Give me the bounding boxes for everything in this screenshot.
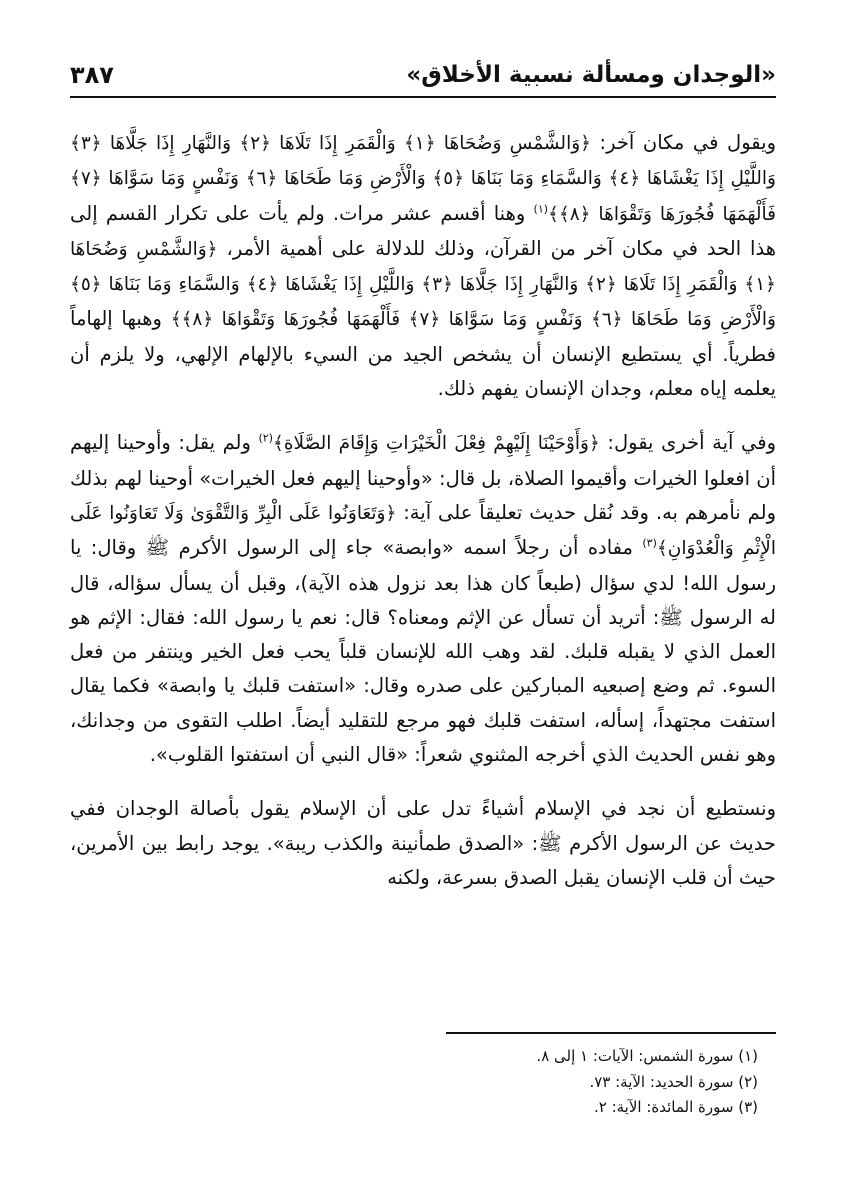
quran-verse: ﴿وَالشَّمْسِ وَضُحَاهَا ﴿١﴾ وَالْقَمَرِ إِذَا تَلَاهَا ﴿٢﴾ وَالنَّهَارِ إِذَا جَلَّاهَا ﴿٣﴾ وَاللَّيْلِ إِذَا يَغْشَاهَا ﴿٤﴾ وَالسَّمَاءِ وَمَا بَنَاهَا ﴿٥﴾ وَالْأَرْضِ وَمَا طَحَاهَا ﴿٦﴾ وَنَفْسٍ وَمَا سَوَّاهَا ﴿٧﴾ فَأَلْهَمَهَا فُجُورَهَا وَتَقْوَاهَا ﴿٨﴾﴾	[70, 238, 776, 331]
text-run: ويقول في مكان آخر:	[591, 131, 776, 154]
footnote-ref: (١)	[533, 202, 549, 216]
paragraph	[70, 792, 776, 895]
text-run: مفاده أن رجلاً اسمه «وابصة» جاء إلى الرسول الأكرم ﷺ وقال: يا رسول الله! لدي سؤال (طبعاً كان هذا بعد نزول هذه الآية)، وقبل أن يسأل سؤاله، قال له الرسول ﷺ: أتريد أن تسأل عن الإثم ومعناه؟ قال: نعم يا رسول الله: فقال: الإثم هو العمل الذي لا يقبله قلبك. لقد وهب الله للإنسان قلباً يحب فعل الخير وينتفر من فعل السوء. ثم وضع إصبعيه المباركين على صدره وقال: «استفت قلبك يا وابصة» فكما يقال استفت مجتهداً، إسأله، استفت قلبك فهو مرجع للتقليد أيضاً. اطلب التقوى من وجدانك، وهو نفس الحديث الذي أخرجه المثنوي شعراً: «قال النبي أن استفتوا القلوب».	[70, 536, 776, 767]
quran-verse: ﴿وَأَوْحَيْنَا إِلَيْهِمْ فِعْلَ الْخَيْرَاتِ وَإِقَامَ الصَّلَاةِ﴾	[273, 433, 600, 455]
body-text	[70, 126, 776, 895]
footnote-rule	[446, 1032, 776, 1034]
text-run: وفي آية أخرى يقول:	[599, 431, 776, 455]
footnote-ref: (٢)	[258, 431, 273, 445]
text-run: وهبها إلهاماً فطرياً. أي يستطيع الإنسان أن يشخص الجيد من السيء بالإلهام الإلهي، ولا يلزم أن يعلمه إياه معلم، وجدان الإنسان يفهم ذلك.	[70, 307, 776, 401]
paragraph	[70, 126, 776, 406]
text-run: وهنا أقسم عشر مرات. ولم يأت على تكرار القسم إلى هذا الحد في مكان آخر من القرآن، وذلك للدلالة على أهمية الأمر،	[70, 201, 776, 260]
quran-verse: ﴿وَالشَّمْسِ وَضُحَاهَا ﴿١﴾ وَالْقَمَرِ إِذَا تَلَاهَا ﴿٢﴾ وَالنَّهَارِ إِذَا جَلَّاهَا ﴿٣﴾ وَاللَّيْلِ إِذَا يَغْشَاهَا ﴿٤﴾ وَالسَّمَاءِ وَمَا بَنَاهَا ﴿٥﴾ وَالْأَرْضِ وَمَا طَحَاهَا ﴿٦﴾ وَنَفْسٍ وَمَا سَوَّاهَا ﴿٧﴾ فَأَلْهَمَهَا فُجُورَهَا وَتَقْوَاهَا ﴿٨﴾﴾	[70, 133, 776, 225]
running-title: «الوجدان ومسألة نسبية الأخلاق»	[406, 62, 776, 88]
quran-verse: ﴿وَتَعَاوَنُوا عَلَى الْبِرِّ وَالتَّقْوَىٰ وَلَا تَعَاوَنُوا عَلَى الْإِثْمِ وَالْعُدْوَانِ﴾	[70, 502, 776, 560]
header-rule	[70, 96, 776, 98]
paragraph	[70, 426, 776, 772]
page-number: ٣٨٧	[70, 61, 114, 89]
footnotes	[70, 1044, 758, 1121]
text-run: ونستطيع أن نجد في الإسلام أشياءً تدل على أن الإسلام يقول بأصالة الوجدان ففي حديث عن الرسول الأكرم ﷺ: «الصدق طمأنينة والكذب ريبة». يوجد رابط بين الأمرين، حيث أن قلب الإنسان يقبل الصدق بسرعة، ولكنه	[70, 797, 776, 889]
page-header	[70, 58, 776, 92]
footnote: (١) سورة الشمس: الآيات: ١ إلى ٨.	[536, 1047, 758, 1065]
footnote: (٣) سورة المائدة: الآية: ٢.	[593, 1098, 758, 1116]
text-run: ولم يقل: وأوحينا إليهم أن افعلوا الخيرات وأقيموا الصلاة، بل قال: «وأوحينا إليهم فعل الخيرات» أوحينا لهم بذلك ولم نأمرهم به. وقد نُقل حديث تعليقاً على آية:	[70, 431, 776, 524]
footnote: (٢) سورة الحديد: الآية: ٧٣.	[589, 1072, 758, 1091]
footnote-ref: (٣)	[642, 536, 657, 550]
